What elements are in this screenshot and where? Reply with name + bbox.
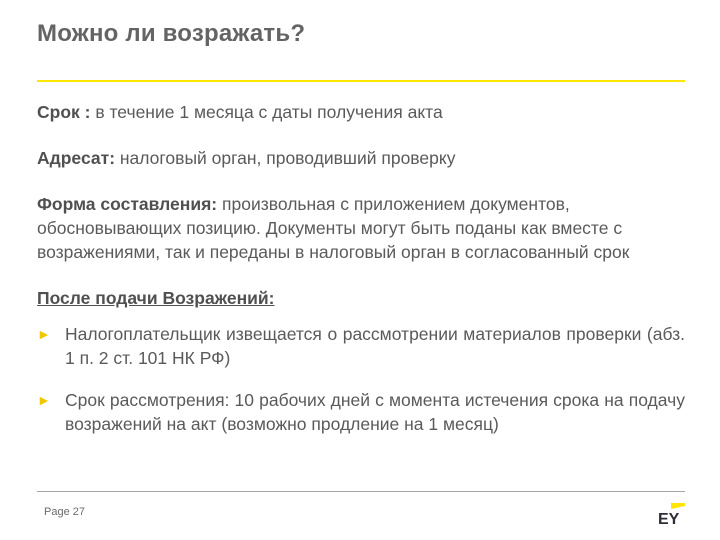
field-deadline-label: Срок :	[37, 102, 91, 122]
field-addressee-text: налоговый орган, проводивший проверку	[115, 148, 456, 168]
field-deadline	[37, 100, 685, 124]
footer-divider	[37, 491, 685, 492]
field-form	[37, 192, 685, 264]
ey-logo-icon	[657, 503, 685, 525]
after-filing-heading	[37, 286, 685, 310]
field-addressee	[37, 146, 685, 170]
slide-content	[37, 100, 685, 454]
field-form-text: произвольная с приложением документов, обосновывающих позицию. Документы могут быть поданы как вместе с возражениями, так и переданы в налоговый орган в согласованный срок	[37, 194, 630, 262]
page-title: Можно ли возражать?	[37, 20, 306, 47]
field-addressee-label: Адресат:	[37, 148, 116, 168]
title-divider	[37, 80, 685, 82]
field-form-label: Форма составления:	[37, 194, 218, 214]
arrow-bullet-icon: ►	[37, 392, 51, 408]
list-item	[37, 388, 685, 436]
page-number: Page 27	[44, 506, 85, 518]
logo-text: EY	[658, 511, 680, 525]
after-filing-heading-text: После подачи Возражений:	[37, 288, 275, 308]
field-deadline-text: в течение 1 месяца с даты получения акта	[90, 102, 443, 122]
list-item	[37, 322, 685, 370]
list-item-text: Срок рассмотрения: 10 рабочих дней с момента истечения срока на подачу возражений на акт (возможно продление на 1 месяц)	[65, 390, 685, 434]
arrow-bullet-icon: ►	[37, 326, 51, 342]
list-item-text: Налогоплательщик извещается о рассмотрении материалов проверки (абз. 1 п. 2 ст. 101 НК РФ)	[65, 324, 685, 368]
